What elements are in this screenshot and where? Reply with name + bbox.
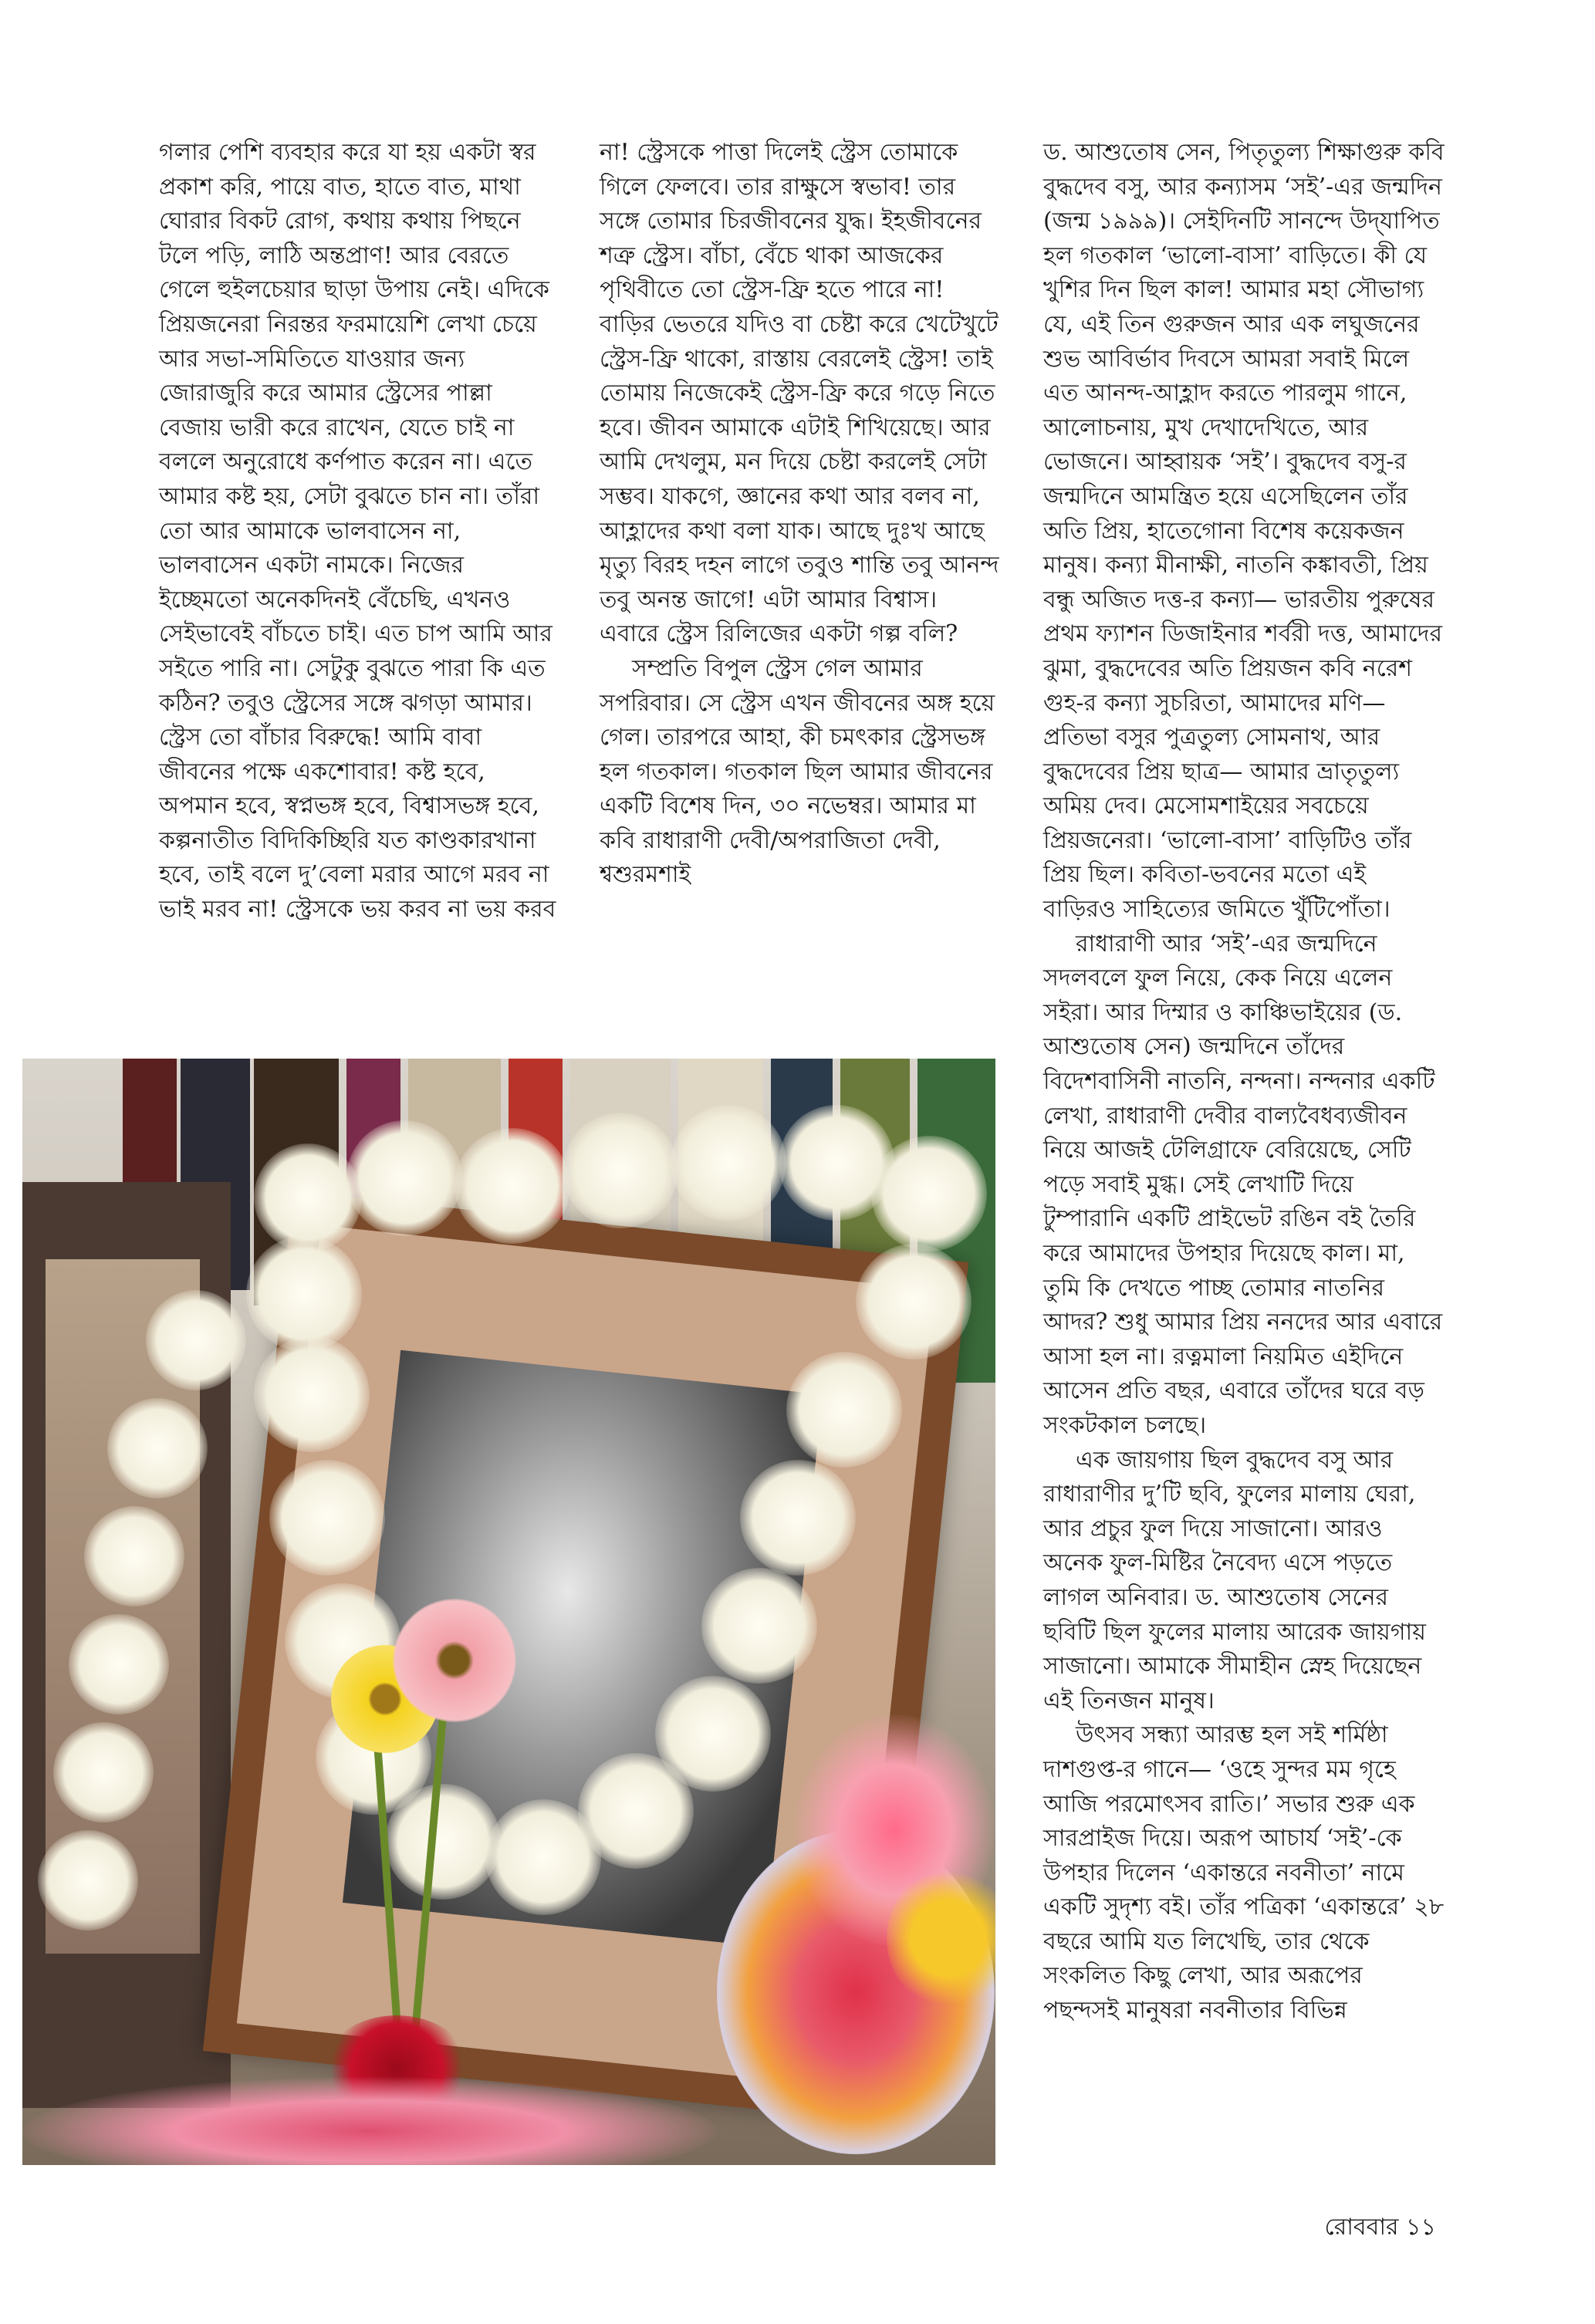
paragraph: রাধারাণী আর ‘সই’-এর জন্মদিনে সদলবলে ফুল নিয়ে, কেক নিয়ে এলেন সইরা। আর দিম্মার ও কাঞ্চিভাইয়ের (ড. আশুতোষ সেন) জন্মদিনে তাঁদের বিদেশবাসিনী নাতনি, নন্দনা। নন্দনার একটি লেখা, রাধারাণী দেবীর বাল্যবৈধব্যজীবন নিয়ে আজই টেলিগ্রাফে বেরিয়েছে, সেটি পড়ে সবাই মুগ্ধ। সেই লেখাটি দিয়ে টুম্পারানি একটি প্রাইভেট রঙিন বই তৈরি করে আমাদের উপহার দিয়েছে কাল। মা, তুমি কি দেখতে পাচ্ছ তোমার নাতনির আদর? শুধু আমার প্রিয় ননদের আর এবারে আসা হল না। রত্নমালা নিয়মিত এইদিনে আসেন প্রতি বছর, এবারে তাঁদের ঘরে বড় সংকটকাল চলছে। — [1043, 930, 1443, 1439]
garland — [254, 1143, 362, 1252]
garland — [254, 1336, 370, 1452]
article-column-1 — [159, 136, 560, 927]
paragraph: না! স্ট্রেসকে পাত্তা দিলেই স্ট্রেস তোমাকে গিলে ফেলবে। তার রাক্ষুসে স্বভাব! তার সঙ্গে তোমার চিরজীবনের যুদ্ধ। ইহজীবনের শত্রু স্ট্রেস। বাঁচা, বেঁচে থাকা আজকের পৃথিবীতে তো স্ট্রেস-ফ্রি হতে পারে না! বাড়ির ভেতরে যদিও বা চেষ্টা করে খেটেখুটে স্ট্রেস-ফ্রি থাকো, রাস্তায় বেরলেই স্ট্রেস! তাই তোমায় নিজেকেই স্ট্রেস-ফ্রি করে গড়ে নিতে হবে। জীবন আমাকে এটাই শিখিয়েছে। আর আমি দেখলুম, মন দিয়ে চেষ্টা করলেই সেটা সম্ভব। যাকগে, জ্ঞানের কথা আর বলব না, আহ্লাদের কথা বলা যাক। আছে দুঃখ আছে মৃত্যু বিরহ দহন লাগে তবুও শান্তি তবু আনন্দ তবু অনন্ত জাগে! এটা আমার বিশ্বাস। এবারে স্ট্রেস রিলিজের একটা গল্প বলি? — [600, 139, 999, 648]
garland — [107, 1398, 208, 1498]
garland — [485, 1799, 601, 1915]
garland — [871, 1136, 987, 1252]
garland — [856, 1244, 972, 1360]
garland — [563, 1113, 678, 1228]
garland — [269, 1460, 385, 1576]
pink-gerbera — [393, 1599, 516, 1722]
portrait-photo-with-garland — [22, 1059, 995, 2165]
paragraph: গলার পেশি ব্যবহার করে যা হয় একটা স্বর প্রকাশ করি, পায়ে বাত, হাতে বাত, মাথা ঘোরার বিকট রোগ, কথায় কথায় পিছনে টলে পড়ি, লাঠি অন্তপ্রাণ! আর বেরতে গেলে হুইলচেয়ার ছাড়া উপায় নেই। এদিকে প্রিয়জনেরা নিরন্তর ফরমায়েশি লেখা চেয়ে আর সভা-সমিতিতে যাওয়ার জন্য জোরাজুরি করে আমার স্ট্রেসের পাল্লা বেজায় ভারী করে রাখেন, যেতে চাই না বললে অনুরোধে কর্ণপাত করেন না। এতে আমার কষ্ট হয়, সেটা বুঝতে চান না। তাঁরা তো আর আমাকে ভালবাসেন না, ভালবাসেন একটা নামকে। নিজের ইচ্ছেমতো অনেকদিনই বেঁচেছি, এখনও সেইভাবেই বাঁচতে চাই। এত চাপ আমি আর সইতে পারি না। সেটুকু বুঝতে পারা কি এত কঠিন? তবুও স্ট্রেসের সঙ্গে ঝগড়া আমার। স্ট্রেস তো বাঁচার বিরুদ্ধে! আমি বাবা জীবনের পক্ষে একশোবার! কষ্ট হবে, অপমান হবে, স্বপ্নভঙ্গ হবে, বিশ্বাসভঙ্গ হবে, কল্পনাতীত বিদিকিচ্ছিরি যত কাণ্ডকারখানা হবে, তাই বলে দু’বেলা মরার আগে মরব না ভাই মরব না! স্ট্রেসকে ভয় করব না ভয় করব — [159, 139, 556, 924]
garland — [146, 1290, 246, 1390]
garland — [346, 1120, 462, 1236]
article-column-2 — [600, 136, 1001, 893]
paragraph: সম্প্রতি বিপুল স্ট্রেস গেল আমার সপরিবার। সে স্ট্রেস এখন জীবনের অঙ্গ হয়ে গেল। তারপরে আহা, কী চমৎকার স্ট্রেসভঙ্গ হল গতকাল। গতকাল ছিল আমার জীবনের একটি বিশেষ দিন, ৩০ নভেম্বর। আমার মা কবি রাধারাণী দেবী/অপরাজিতা দেবী, শ্বশুরমশাই — [600, 654, 995, 889]
garland — [69, 1614, 169, 1714]
garland — [786, 1352, 902, 1468]
garland — [84, 1506, 184, 1606]
garland — [701, 1568, 817, 1684]
garland — [455, 1128, 570, 1244]
paragraph: উৎসব সন্ধ্যা আরম্ভ হল সই শর্মিষ্ঠা দাশগুপ্ত-র গানে— ‘ওহে সুন্দর মম গৃহে আজি পরমোৎসব রাতি।’ সভার শুরু এক সারপ্রাইজ দিয়ে। অরূপ আচার্য ‘সই’-কে উপহার দিলেন ‘একান্তরে নবনীতা’ নামে একটি সুদৃশ্য বই। তাঁর পত্রিকা ‘একান্তরে’ ২৮ বছরে আমি যত লিখেছি, তার থেকে সংকলিত কিছু লেখা, আর অরূপের পছন্দসই মানুষরা নবনীতার বিভিন্ন — [1043, 1721, 1445, 2025]
garland — [740, 1460, 856, 1576]
garland — [53, 1722, 154, 1822]
garland — [38, 1830, 138, 1930]
page-footer: রোববার ১১ — [1324, 2214, 1436, 2241]
article-column-3 — [1043, 136, 1445, 2028]
garland — [246, 1236, 362, 1352]
paragraph: ড. আশুতোষ সেন, পিতৃতুল্য শিক্ষাগুরু কবি বুদ্ধদেব বসু, আর কন্যাসম ‘সই’-এর জন্মদিন (জন্ম ১৯৯৯)। সেইদিনটি সানন্দে উদ্‌যাপিত হল গতকাল ‘ভালো-বাসা’ বাড়িতে। কী যে খুশির দিন ছিল কাল! আমার মহা সৌভাগ্য যে, এই তিন গুরুজন আর এক লঘুজনের শুভ আবির্ভাব দিবসে আমরা সবাই মিলে এত আনন্দ-আহ্লাদ করতে পারলুম গানে, আলোচনায়, মুখ দেখাদেখিতে, আর ভোজনে। আহ্বায়ক ‘সই’। বুদ্ধদেব বসু-র জন্মদিনে আমন্ত্রিত হয়ে এসেছিলেন তাঁর অতি প্রিয়, হাতেগোনা বিশেষ কয়েকজন মানুষ। কন্যা মীনাক্ষী, নাতনি কঙ্কাবতী, প্রিয় বন্ধু অজিত দত্ত-র কন্যা— ভারতীয় পুরুষের প্রথম ফ্যাশন ডিজাইনার শর্বরী দত্ত, আমাদের ঝুমা, বুদ্ধদেবের অতি প্রিয়জন কবি নরেশ গুহ-র কন্যা সুচরিতা, আমাদের মণি— প্রতিভা বসুর পুত্রতুল্য সোমনাথ, আর বুদ্ধদেবের প্রিয় ছাত্র— আমার ভ্রাতৃতুল্য অমিয় দেব। মেসোমশাইয়ের সবচেয়ে প্রিয়জনেরা। ‘ভালো-বাসা’ বাড়িটিও তাঁর প্রিয় ছিল। কবিতা-ভবনের মতো এই বাড়িরও সাহিত্যের জমিতে খুঁটিপোঁতা। — [1043, 139, 1445, 924]
paragraph: এক জায়গায় ছিল বুদ্ধদেব বসু আর রাধারাণীর দু’টি ছবি, ফুলের মালায় ঘেরা, আর প্রচুর ফুল দিয়ে সাজানো। আরও অনেক ফুল-মিষ্টির নৈবেদ্য এসে পড়তে লাগল অনিবার। ড. আশুতোষ সেনের ছবিটি ছিল ফুলের মালায় আরেক জায়গায় সাজানো। আমাকে সীমাহীন স্নেহ দিয়েছেন এই তিনজন মানুষ। — [1043, 1446, 1426, 1714]
garland — [671, 1105, 786, 1221]
